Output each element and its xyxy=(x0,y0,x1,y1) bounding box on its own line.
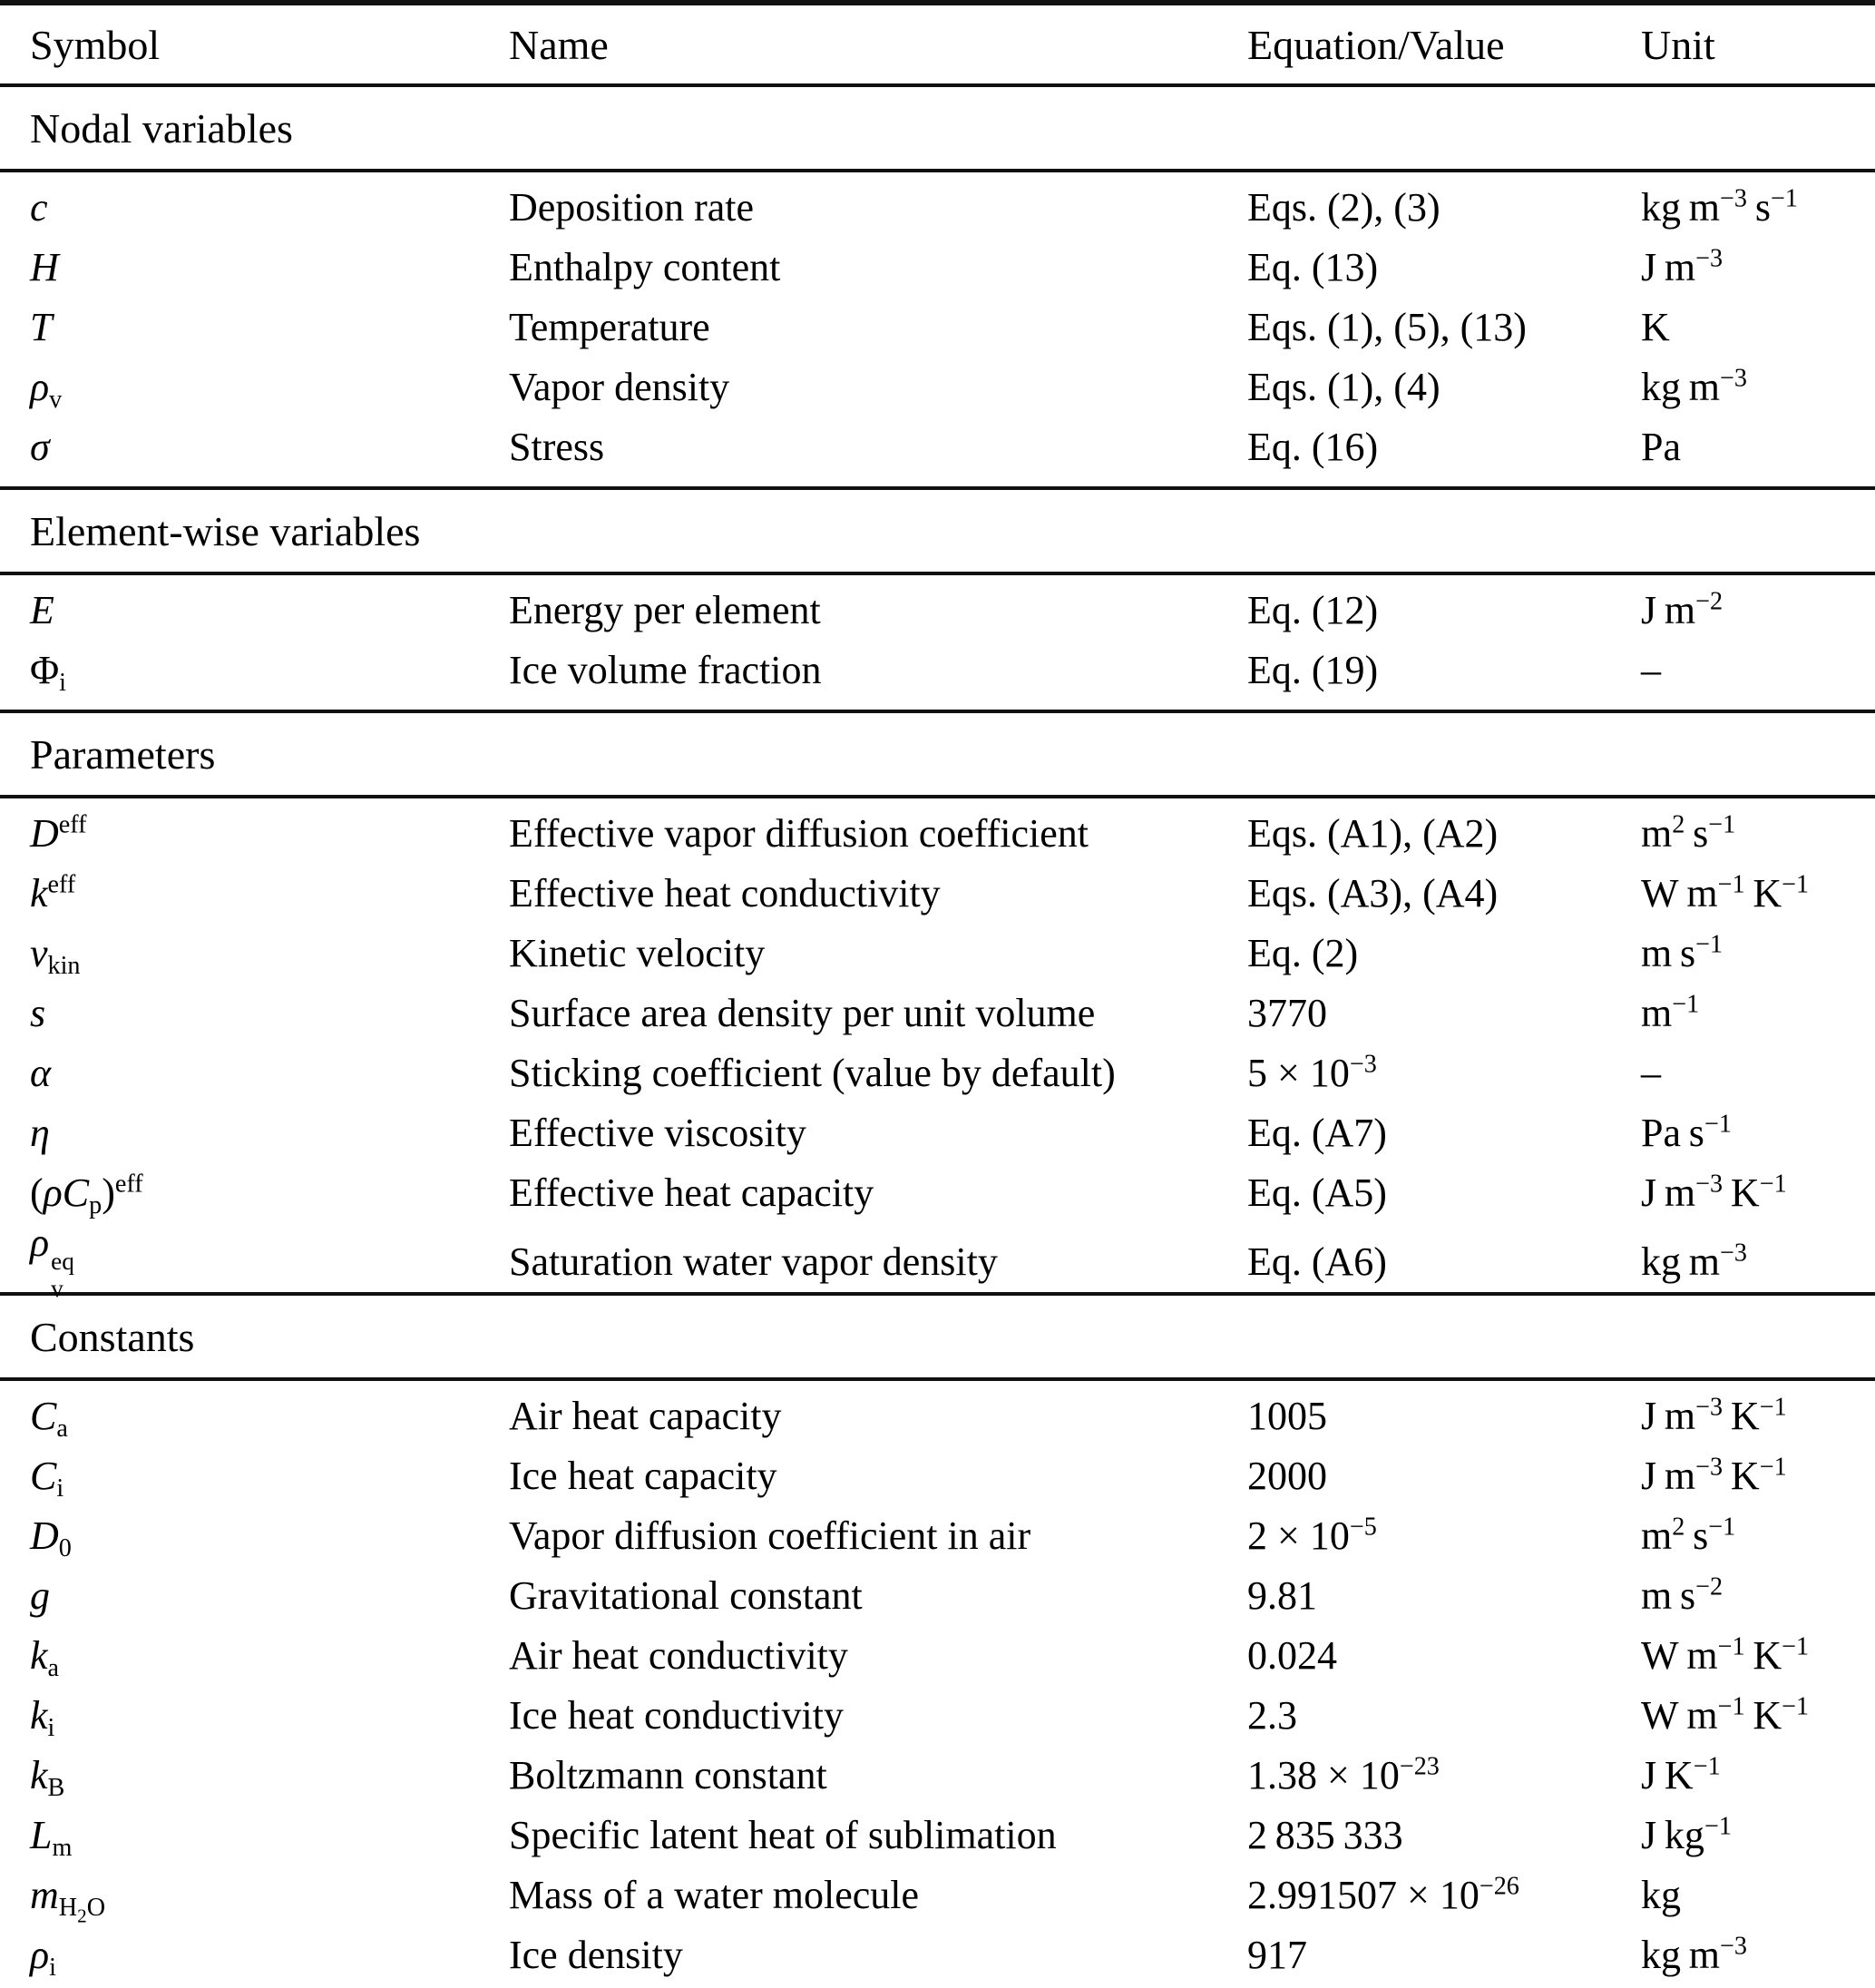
table-section xyxy=(0,1292,1875,1988)
row-value: 2000 xyxy=(1247,1454,1327,1498)
table-row xyxy=(0,1043,1875,1103)
table-row xyxy=(0,1746,1875,1806)
row-unit: kg $m^{-3}$ xyxy=(1641,364,1748,409)
table-row xyxy=(0,298,1875,357)
table-row xyxy=(0,924,1875,984)
section-title: Parameters xyxy=(30,730,216,778)
row-value: 9.81 xyxy=(1247,1573,1317,1618)
section-header-row xyxy=(0,1296,1875,1377)
row-name: Ice volume fraction xyxy=(509,648,822,692)
row-value: 917 xyxy=(1247,1933,1307,1977)
row-value: $1.38 \times 10^{-23}$ xyxy=(1247,1752,1440,1797)
table-body xyxy=(0,83,1875,1988)
row-name: Specific latent heat of sublimation xyxy=(509,1813,1057,1857)
table-row xyxy=(0,864,1875,924)
row-unit: $m^2$ $s^{-1}$ xyxy=(1641,810,1736,856)
table-row xyxy=(0,641,1875,700)
column-header-equation-value: Equation/Value xyxy=(1247,21,1505,68)
row-symbol: $\rho_v$ xyxy=(30,365,63,414)
row-value: $5 \times 10^{-3}$ xyxy=(1247,1050,1377,1095)
row-value: $2 \times 10^{-5}$ xyxy=(1247,1513,1377,1558)
section-header-row xyxy=(0,87,1875,169)
row-name: Ice heat conductivity xyxy=(509,1693,844,1738)
section-title: Constants xyxy=(30,1313,195,1360)
row-unit: J $K^{-1}$ xyxy=(1641,1752,1721,1797)
row-name: Stress xyxy=(509,425,605,469)
row-symbol: $k_a$ xyxy=(30,1633,60,1682)
row-value: 0.024 xyxy=(1247,1633,1337,1678)
table-row xyxy=(0,1806,1875,1866)
section-title: Element-wise variables xyxy=(30,507,421,554)
table-row xyxy=(0,804,1875,864)
row-name: Enthalpy content xyxy=(509,245,781,289)
table-row xyxy=(0,1103,1875,1163)
row-unit: J $m^{-3}$ $K^{-1}$ xyxy=(1641,1170,1787,1215)
row-name: Surface area density per unit volume xyxy=(509,991,1096,1035)
table-section xyxy=(0,83,1875,486)
section-rows xyxy=(0,798,1875,1303)
table-row xyxy=(0,1686,1875,1746)
table-row xyxy=(0,1386,1875,1446)
row-name: Air heat conductivity xyxy=(509,1633,848,1678)
section-header-row xyxy=(0,490,1875,572)
row-unit: J $m^{-3}$ xyxy=(1641,244,1724,289)
row-symbol: $k_i$ xyxy=(30,1693,55,1742)
row-symbol: $(\rho C_p)^{eff}$ xyxy=(30,1170,143,1219)
row-symbol: s xyxy=(30,991,46,1035)
column-header-unit: Unit xyxy=(1641,21,1715,68)
row-value: 2 835 333 xyxy=(1247,1813,1403,1857)
row-name: Kinetic velocity xyxy=(509,931,766,975)
row-symbol: σ xyxy=(30,425,50,469)
row-name: Energy per element xyxy=(509,588,821,632)
row-value: 2.3 xyxy=(1247,1693,1297,1738)
row-symbol: $\rho_i$ xyxy=(30,1933,56,1982)
row-symbol: g xyxy=(30,1573,50,1618)
row-unit: W $m^{-1}$ $K^{-1}$ xyxy=(1641,1632,1810,1678)
row-unit: $m^{-1}$ xyxy=(1641,990,1700,1035)
row-name: Effective vapor diffusion coefficient xyxy=(509,811,1089,856)
row-value: Eqs. (1), (5), (13) xyxy=(1247,305,1527,349)
table-row xyxy=(0,417,1875,477)
table-row xyxy=(0,238,1875,298)
row-name: Vapor density xyxy=(509,365,730,409)
row-symbol: α xyxy=(30,1051,52,1095)
row-name: Effective heat conductivity xyxy=(509,871,941,916)
row-symbol: ρ eq v xyxy=(30,1220,74,1303)
row-symbol: $D^{eff}$ xyxy=(30,810,87,856)
table-row xyxy=(0,1626,1875,1686)
table-row xyxy=(0,357,1875,417)
row-value: Eq. (12) xyxy=(1247,588,1379,632)
row-unit: K xyxy=(1641,305,1670,349)
row-name: Saturation water vapor density xyxy=(509,1239,998,1285)
section-rows xyxy=(0,575,1875,710)
row-unit: W $m^{-1}$ $K^{-1}$ xyxy=(1641,870,1810,916)
row-name: Mass of a water molecule xyxy=(509,1873,920,1917)
row-name: Effective viscosity xyxy=(509,1111,806,1155)
row-unit: – xyxy=(1641,1051,1661,1095)
row-value: Eq. (A6) xyxy=(1247,1239,1387,1285)
row-symbol: η xyxy=(30,1111,50,1155)
table-row xyxy=(0,581,1875,641)
row-value: Eqs. (A1), (A2) xyxy=(1247,811,1499,856)
row-value: $2.991507 \times 10^{-26}$ xyxy=(1247,1872,1519,1917)
row-unit: Pa xyxy=(1641,425,1681,469)
row-symbol: H xyxy=(30,245,59,289)
table-row xyxy=(0,1220,1875,1303)
table-section xyxy=(0,486,1875,710)
row-unit: $m^2$ $s^{-1}$ xyxy=(1641,1513,1736,1558)
row-symbol: $D_0$ xyxy=(30,1513,72,1562)
row-name: Temperature xyxy=(509,305,710,349)
row-unit: kg xyxy=(1641,1873,1681,1917)
row-value: Eqs. (1), (4) xyxy=(1247,365,1440,409)
row-unit: J $kg^{-1}$ xyxy=(1641,1812,1732,1857)
row-unit: J $m^{-2}$ xyxy=(1641,587,1724,632)
row-value: Eq. (19) xyxy=(1247,648,1379,692)
row-name: Air heat capacity xyxy=(509,1394,782,1438)
table-row xyxy=(0,1446,1875,1506)
row-unit: – xyxy=(1641,648,1661,692)
row-name: Gravitational constant xyxy=(509,1573,863,1618)
row-symbol: E xyxy=(30,588,54,632)
row-unit: kg $m^{-3}$ $s^{-1}$ xyxy=(1641,184,1798,230)
row-unit: m $s^{-1}$ xyxy=(1641,930,1724,975)
table-row xyxy=(0,1866,1875,1925)
table-row xyxy=(0,1925,1875,1985)
column-header-name: Name xyxy=(509,21,609,68)
row-name: Vapor diffusion coefficient in air xyxy=(509,1513,1031,1558)
row-symbol: $k^{eff}$ xyxy=(30,870,76,916)
row-unit: W $m^{-1}$ $K^{-1}$ xyxy=(1641,1692,1810,1738)
table-row xyxy=(0,1566,1875,1626)
row-name: Deposition rate xyxy=(509,185,755,230)
row-symbol: $m_{H_2O}$ xyxy=(30,1872,106,1927)
row-value: 3770 xyxy=(1247,991,1327,1035)
row-symbol: $C_i$ xyxy=(30,1454,64,1503)
row-value: Eqs. (2), (3) xyxy=(1247,185,1440,230)
row-name: Ice density xyxy=(509,1933,683,1977)
row-value: Eq. (A7) xyxy=(1247,1111,1387,1155)
row-value: Eqs. (A3), (A4) xyxy=(1247,871,1499,916)
row-value: Eq. (16) xyxy=(1247,425,1379,469)
table-header-row xyxy=(0,5,1875,83)
row-unit: J $m^{-3}$ $K^{-1}$ xyxy=(1641,1453,1787,1498)
section-rows xyxy=(0,172,1875,486)
row-symbol: $v_{kin}$ xyxy=(30,931,81,980)
section-rows xyxy=(0,1381,1875,1988)
row-value: 1005 xyxy=(1247,1394,1327,1438)
row-symbol: c xyxy=(30,185,48,230)
row-symbol: $L_m$ xyxy=(30,1813,73,1862)
row-symbol: $\Phi_i$ xyxy=(30,648,66,697)
row-symbol: $C_a$ xyxy=(30,1394,68,1443)
row-unit: kg $m^{-3}$ xyxy=(1641,1932,1748,1977)
column-header-symbol: Symbol xyxy=(30,21,161,68)
row-name: Boltzmann constant xyxy=(509,1753,827,1797)
row-value: Eq. (2) xyxy=(1247,931,1359,975)
row-name: Effective heat capacity xyxy=(509,1170,874,1215)
table-section xyxy=(0,710,1875,1303)
row-symbol: T xyxy=(30,305,53,349)
row-value: Eq. (13) xyxy=(1247,245,1379,289)
row-unit: Pa $s^{-1}$ xyxy=(1641,1110,1732,1155)
table-row xyxy=(0,1506,1875,1566)
row-name: Ice heat capacity xyxy=(509,1454,777,1498)
row-value: Eq. (A5) xyxy=(1247,1170,1387,1215)
row-unit: m $s^{-2}$ xyxy=(1641,1572,1724,1618)
row-unit: kg $m^{-3}$ xyxy=(1641,1239,1748,1285)
section-title: Nodal variables xyxy=(30,104,293,152)
table-row xyxy=(0,178,1875,238)
row-name: Sticking coefficient (value by default) xyxy=(509,1051,1116,1095)
row-symbol: $k_B$ xyxy=(30,1753,65,1802)
row-unit: J $m^{-3}$ $K^{-1}$ xyxy=(1641,1393,1787,1438)
table-row xyxy=(0,984,1875,1043)
section-header-row xyxy=(0,713,1875,795)
table-row xyxy=(0,1163,1875,1223)
